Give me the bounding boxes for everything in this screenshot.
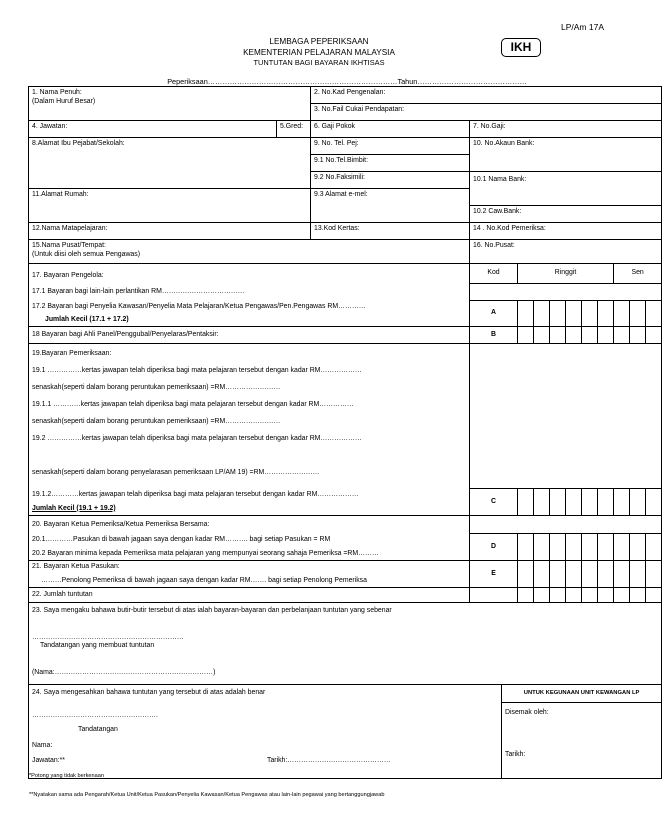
section-19-title: 19.Bayaran Pemeriksaan: [32, 350, 112, 357]
code-C: C [470, 489, 518, 516]
label-nama-bank: 10.1 Nama Bank: [473, 176, 527, 183]
subtotal-17: Jumlah Kecil (17.1 + 17.2) [29, 314, 470, 327]
cell-B-3[interactable] [550, 327, 566, 344]
cell-B-2[interactable] [534, 327, 550, 344]
cell-D-4[interactable] [566, 534, 582, 561]
cell-B-8[interactable] [630, 327, 646, 344]
label-nama-pusat: 15.Nama Pusat/Tempat: [32, 242, 106, 249]
cell-E-1[interactable] [518, 561, 534, 588]
form-header [0, 37, 638, 69]
cell-D-7[interactable] [614, 534, 630, 561]
field-caw-bank[interactable]: 10.2 Caw.Bank: [470, 206, 662, 223]
line-19-1a: 19.1 ……………kertas jawapan telah diperiksa bagi mata pelajaran tersebut dengan kadar RM……………… [32, 366, 362, 374]
cell-B-6[interactable] [598, 327, 614, 344]
cell-T-6[interactable] [598, 588, 614, 603]
cell-C-7[interactable] [614, 489, 630, 516]
cell-C-6[interactable] [598, 489, 614, 516]
office-use-title: UNTUK KEGUNAAN UNIT KEWANGAN LP [502, 685, 661, 703]
claimant-name-line[interactable]: (Nama:……………………………………………………………) [32, 668, 216, 676]
line-19-2a: 19.2 ……………kertas jawapan telah diperiksa bagi mata pelajaran tersebut dengan kadar RM……………… [32, 434, 362, 442]
cell-T-1[interactable] [518, 588, 534, 603]
line-20-1[interactable]: 20.1…………Pasukan di bawah jagaan saya dengan kadar RM………. bagi setiap Pasukan = RM [29, 534, 470, 547]
cell-A-1[interactable] [518, 301, 534, 327]
col-header-sen: Sen [614, 264, 662, 284]
label-untuk-pengawas: (Untuk diisi oleh semua Pengawas) [32, 250, 141, 258]
field-gaji-pokok[interactable]: 6. Gaji Pokok [311, 121, 470, 138]
office-tarikh-field[interactable]: Tarikh: [505, 751, 526, 758]
money-spacer-20 [470, 516, 662, 534]
section-20-title: 20. Bayaran Ketua Pemeriksa/Ketua Pemeriksa Bersama: [29, 516, 470, 534]
cell-T-4[interactable] [566, 588, 582, 603]
subtotal-19: Jumlah Kecil (19.1 + 19.2) [29, 503, 470, 516]
code-D: D [470, 534, 518, 561]
label-huruf-besar: (Dalam Huruf Besar) [32, 97, 96, 105]
cell-A-3[interactable] [550, 301, 566, 327]
cell-D-3[interactable] [550, 534, 566, 561]
cell-E-3[interactable] [550, 561, 566, 588]
field-no-faksimili[interactable]: 9.2 No.Faksimili: [311, 172, 470, 189]
line-18[interactable]: 18 Bayaran bagi Ahli Panel/Penggubal/Penyelaras/Pentaksir: [29, 327, 470, 344]
verifier-tarikh-field[interactable]: Tarikh:……………………………………… [267, 757, 391, 764]
cell-E-5[interactable] [582, 561, 598, 588]
cell-C-4[interactable] [566, 489, 582, 516]
cell-T-2[interactable] [534, 588, 550, 603]
cell-C-5[interactable] [582, 489, 598, 516]
label-nama-penuh: 1. Nama Penuh: [32, 89, 82, 96]
code-E: E [470, 561, 518, 588]
field-gred[interactable]: 5.Gred: [277, 121, 311, 138]
ikh-logo: IKH [501, 38, 541, 57]
header-line3: TUNTUTAN BAGI BAYARAN IKHTISAS [253, 58, 385, 67]
line-19-1-2[interactable]: 19.1.2…………kertas jawapan telah diperiksa bagi mata pelajaran tersebut dengan kadar RM……………… [29, 489, 470, 503]
field-alamat-pejabat[interactable]: 8.Alamat Ibu Pejabat/Sekolah: [29, 138, 311, 189]
cell-T-5[interactable] [582, 588, 598, 603]
cell-D-2[interactable] [534, 534, 550, 561]
line-19-1-1a: 19.1.1 …………kertas jawapan telah diperiksa bagi mata pelajaran tersebut dengan kadar RM…………… [32, 400, 354, 408]
cell-D-9[interactable] [646, 534, 662, 561]
cell-C-2[interactable] [534, 489, 550, 516]
section-24-verification [29, 685, 502, 779]
cell-T-3[interactable] [550, 588, 566, 603]
verifier-signature-label: Tandatangan [78, 726, 118, 733]
verifier-jawatan-field[interactable]: Jawatan:** [32, 757, 65, 764]
cell-A-7[interactable] [614, 301, 630, 327]
col-header-ringgit: Ringgit [518, 264, 614, 284]
field-no-kod-pemeriksa[interactable]: 14 . No.Kod Pemeriksa: [470, 223, 662, 240]
code-A: A [470, 301, 518, 327]
cell-A-8[interactable] [630, 301, 646, 327]
verifier-name-field[interactable]: Nama: [32, 741, 53, 749]
cell-A-9[interactable] [646, 301, 662, 327]
code-B: B [470, 327, 518, 344]
section-21-title: 21. Bayaran Ketua Pasukan: [29, 561, 470, 575]
col-header-kod: Kod [470, 264, 518, 284]
cell-D-5[interactable] [582, 534, 598, 561]
cell-T-9[interactable] [646, 588, 662, 603]
line-17-1[interactable]: 17.1 Bayaran bagi lain-lain perlantikan RM……………………………… [29, 284, 470, 301]
line-19-1-1b: senaskah(seperti dalam borang peruntukan pemeriksaan) =RM…………………… [32, 417, 281, 425]
cell-A-4[interactable] [566, 301, 582, 327]
cell-D-8[interactable] [630, 534, 646, 561]
line-17-2[interactable]: 17.2 Bayaran bagi Penyelia Kawasan/Penyelia Mata Pelajaran/Ketua Pengawas/Pen.Pengawas RM………… [29, 301, 470, 314]
section-17-title: 17. Bayaran Pengelola: [29, 264, 470, 284]
declaration-text: 23. Saya mengaku bahawa butir-butir tersebut di atas ialah bayaran-bayaran dan perbelanjaan tuntutan yang sebenar [32, 607, 392, 614]
field-no-tel-pej[interactable]: 9. No. Tel. Pej: [311, 138, 470, 155]
cell-A-6[interactable] [598, 301, 614, 327]
claimant-signature-label: Tandatangan yang membuat tuntutan [40, 642, 155, 649]
office-use-box [502, 685, 662, 779]
field-jawatan[interactable]: 4. Jawatan: [29, 121, 277, 138]
line-21[interactable]: ………Penolong Pemeriksa di bawah jagaan saya dengan kadar RM……. bagi setiap Penolong Pemeriksa [29, 575, 470, 588]
section-19-b[interactable] [29, 466, 470, 489]
field-nama-pusat[interactable] [29, 240, 470, 264]
field-kod-kertas[interactable]: 13.Kod Kertas: [311, 223, 470, 240]
cell-E-7[interactable] [614, 561, 630, 588]
field-nama-matapelajaran[interactable]: 12.Nama Matapelajaran: [29, 223, 311, 240]
cell-E-9[interactable] [646, 561, 662, 588]
field-no-kad-pengenalan[interactable]: 2. No.Kad Pengenalan: [311, 87, 662, 104]
header-line2: KEMENTERIAN PELAJARAN MALAYSIA [243, 47, 395, 57]
cell-B-5[interactable] [582, 327, 598, 344]
cell-B-7[interactable] [614, 327, 630, 344]
cell-E-2[interactable] [534, 561, 550, 588]
cell-C-1[interactable] [518, 489, 534, 516]
cell-C-8[interactable] [630, 489, 646, 516]
money-spacer-19b [470, 466, 662, 489]
cell-D-6[interactable] [598, 534, 614, 561]
cell-D-1[interactable] [518, 534, 534, 561]
cell-C-3[interactable] [550, 489, 566, 516]
line-22-jumlah-tuntutan: 22. Jumlah tuntutan [29, 588, 470, 603]
line-20-2[interactable]: 20.2 Bayaran minima kepada Pemeriksa mata pelajaran yang mempunyai seorang sahaja Pemeriksa =RM……… [29, 547, 470, 561]
verifier-signature-line[interactable]: ………………………………………………. [32, 711, 158, 719]
money-spacer-17 [470, 284, 662, 301]
section-23-declaration [29, 603, 662, 685]
cell-B-9[interactable] [646, 327, 662, 344]
field-nama-bank[interactable] [470, 172, 662, 206]
form-reference: LP/Am 17A [561, 22, 604, 32]
field-no-gaji[interactable]: 7. No.Gaji: [470, 121, 662, 138]
cell-E-4[interactable] [566, 561, 582, 588]
cell-T-8[interactable] [630, 588, 646, 603]
money-spacer-19 [470, 344, 662, 466]
field-alamat-rumah[interactable]: 11.Alamat Rumah: [29, 189, 311, 223]
field-no-tel-bimbit[interactable]: 9.1 No.Tel.Bimbit: [311, 155, 470, 172]
cell-A-2[interactable] [534, 301, 550, 327]
section-19[interactable] [29, 344, 470, 466]
claim-form-table [28, 86, 662, 779]
cell-A-5[interactable] [582, 301, 598, 327]
field-no-pusat[interactable]: 16. No.Pusat: [470, 240, 662, 264]
field-no-akaun-bank[interactable]: 10. No.Akaun Bank: [470, 138, 662, 172]
line-19-2b: senaskah(seperti dalam borang penyelarasan pemeriksaan LP/AM 19) =RM…………………… [32, 468, 320, 476]
footnote-2: **Nyatakan sama ada Pengarah/Ketua Unit/Ketua Pasukan/Penyelia Kawasan/Ketua Pengawas atau lain-lain pegawai yang bertanggungjawab [29, 792, 385, 798]
office-disemak-field[interactable]: Disemak oleh: [505, 708, 549, 716]
footnote-1: *Potong yang tidak berkenaan [29, 773, 104, 779]
cell-T-7[interactable] [614, 588, 630, 603]
cell-E-6[interactable] [598, 561, 614, 588]
field-alamat-emel[interactable]: 9.3 Alamat e-mel: [311, 189, 470, 223]
header-line1: LEMBAGA PEPERIKSAAN [269, 37, 369, 46]
field-nama-penuh[interactable] [29, 87, 311, 121]
cell-E-8[interactable] [630, 561, 646, 588]
cell-B-1[interactable] [518, 327, 534, 344]
claimant-signature-line[interactable]: ………………………………………………………… [32, 633, 184, 641]
line-19-1b: senaskah(seperti dalam borang peruntukan pemeriksaan) =RM…………………… [32, 383, 281, 391]
cell-C-9[interactable] [646, 489, 662, 516]
cell-B-4[interactable] [566, 327, 582, 344]
cell-total-kod[interactable] [470, 588, 518, 603]
verification-text: 24. Saya mengesahkan bahawa tuntutan yang tersebut di atas adalah benar [32, 689, 266, 696]
exam-year-line: Peperiksaan……………………………………………………………………Tahun……………………………………… [167, 77, 527, 86]
field-no-fail-cukai[interactable]: 3. No.Fail Cukai Pendapatan: [311, 104, 662, 121]
